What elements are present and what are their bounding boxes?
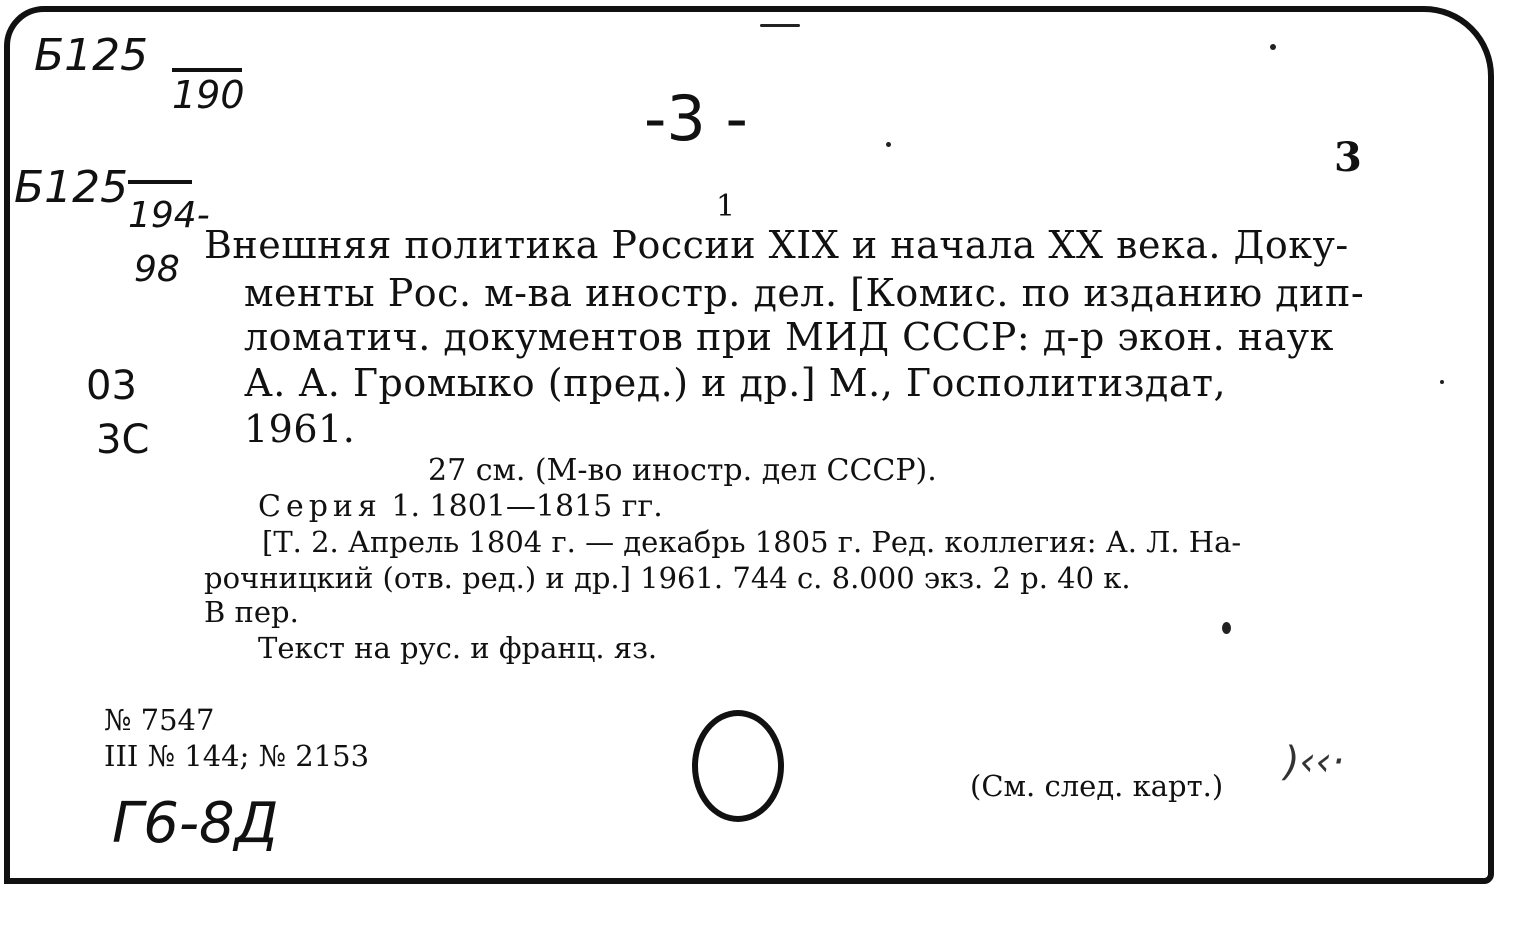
page-marker: -3 - <box>644 82 748 155</box>
item-number: 1 <box>716 189 736 224</box>
series-value: 1. 1801—1815 гг. <box>391 489 663 524</box>
shelfmark-top-sub: 190 <box>172 73 245 117</box>
handwritten-squiggle: )‹‹· <box>1284 739 1345 785</box>
shelfmark-second-call: Б125 <box>14 162 129 213</box>
shelfmark-top-bar <box>172 68 242 72</box>
shelfmark-code-b: 3С <box>96 417 150 463</box>
shelfmark-second-bar <box>128 180 192 184</box>
shelfmark-top-call: Б125 <box>34 30 149 81</box>
punch-hole-mark <box>692 710 784 822</box>
series-label: Серия <box>258 489 382 524</box>
register-numbers: III № 144; № 2153 <box>104 739 370 773</box>
scan-speck <box>886 142 891 147</box>
scan-speck <box>1440 380 1444 384</box>
see-next-card: (См. след. карт.) <box>970 769 1224 803</box>
volume-line-1: [Т. 2. Апрель 1804 г. — декабрь 1805 г. Ред. коллегия: А. Л. На- <box>262 525 1242 559</box>
shelfmark-bottom-code: Г6-8Д <box>112 791 279 856</box>
title-line-5: 1961. <box>244 407 356 451</box>
physical-description: 27 см. (М-во иностр. дел СССР). <box>428 453 937 488</box>
volume-line-2: рочницкий (отв. ред.) и др.] 1961. 744 с. 8.000 экз. 2 р. 40 к. <box>204 561 1131 595</box>
scan-speck <box>760 24 800 27</box>
shelfmark-second-sub-a: 194- <box>128 195 210 236</box>
language-note: Текст на рус. и франц. яз. <box>258 631 658 665</box>
title-line-1: Внешняя политика России XIX и начала XX века. Доку- <box>204 223 1349 267</box>
title-line-3: ломатич. документов при МИД СССР: д-р экон. наук <box>244 315 1334 359</box>
card-number: 3 <box>1334 134 1362 181</box>
title-line-2: менты Рос. м-ва иностр. дел. [Комис. по изданию дип- <box>244 271 1365 315</box>
series-statement <box>258 489 663 524</box>
shelfmark-second-sub-b: 98 <box>134 249 180 290</box>
title-line-4: А. А. Громыко (пред.) и др.] М., Госполитиздат, <box>244 361 1227 405</box>
shelfmark-code-a: 03 <box>86 363 137 409</box>
scan-speck <box>1270 44 1276 50</box>
volume-line-3: В пер. <box>204 595 299 629</box>
scan-speck <box>1222 622 1231 634</box>
accession-number: № 7547 <box>104 703 215 737</box>
